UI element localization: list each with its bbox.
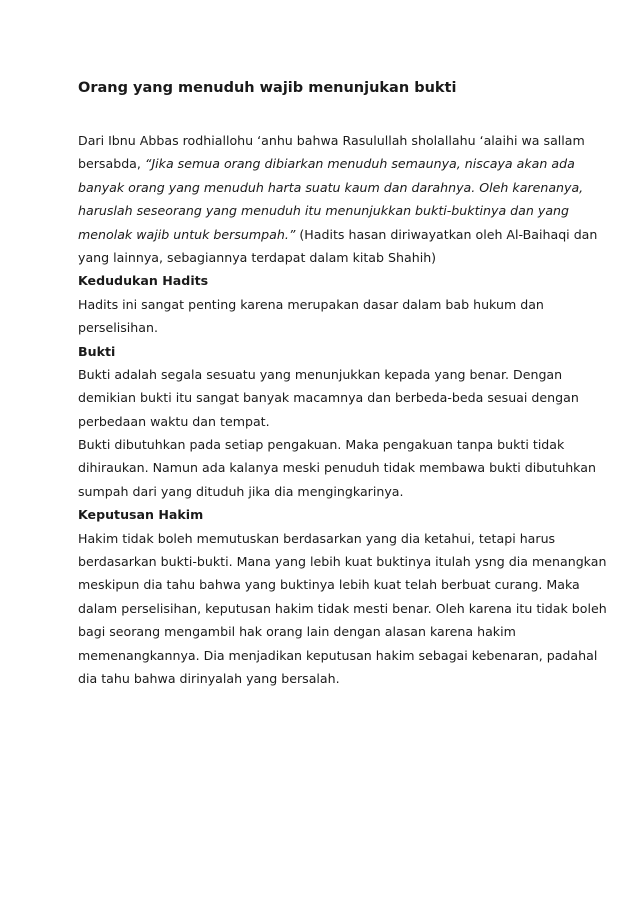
text-line: dia tahu bahwa dirinyalah yang bersalah. [78,670,340,686]
text-line: yang lainnya, sebagiannya terdapat dalam kitab Shahih) [78,249,437,265]
text-line: berdasarkan bukti-bukti. Mana yang lebih kuat buktinya itulah ysng dia menangkan [78,554,607,570]
intro-paragraph [78,129,598,269]
text-line: bagi seorang mengambil hak orang lain dengan alasan karena hakim [78,624,516,640]
section-heading: Kedudukan Hadits [78,273,209,289]
text-line: meskipun dia tahu bahwa yang buktinya lebih kuat telah berbuat curang. Maka [78,577,580,593]
text-line: demikian bukti itu sangat banyak macamnya dan berbeda-beda sesuai dengan [78,390,579,406]
text-line: Dari Ibnu Abbas rodhiallohu ‘anhu bahwa Rasulullah sholallahu ‘alaihi wa sallam [78,133,585,148]
text-line: Bukti adalah segala sesuatu yang menunjukkan kepada yang benar. Dengan [78,366,563,382]
text-line [78,223,598,246]
text-line: sumpah dari yang dituduh jika dia mengingkarinya. [78,483,404,499]
text-line: dihiraukan. Namun ada kalanya meski penuduh tidak membawa bukti dibutuhkan [78,460,596,476]
text-line: Hakim tidak boleh memutuskan berdasarkan yang dia ketahui, tetapi harus [78,530,556,546]
hadith-quote-line: banyak orang yang menuduh harta suatu kaum dan darahnya. Oleh karenanya, [78,179,584,195]
text-line: perbedaan waktu dan tempat. [78,413,270,429]
text-line: perselisihan. [78,320,158,336]
text-fragment: (Hadits hasan diriwayatkan oleh Al-Baihaqi dan [295,226,598,242]
hadith-quote-line: haruslah seseorang yang menuduh itu menunjukkan bukti-buktinya dan yang [78,203,570,219]
section-kedudukan [78,269,598,339]
text-line: dalam perselisihan, keputusan hakim tidak mesti benar. Oleh karena itu tidak boleh [78,600,607,616]
document-title: Orang yang menuduh wajib menunjukan bukti [78,80,457,96]
hadith-quote: menolak wajib untuk bersumpah.” [78,226,296,242]
document-body [78,129,607,690]
text-line [78,152,598,175]
text-line: Hadits ini sangat penting karena merupakan dasar dalam bab hukum dan [78,296,544,312]
text-line: Bukti dibutuhkan pada setiap pengakuan. Maka pengakuan tanpa bukti tidak [78,437,565,453]
section-heading: Keputusan Hakim [78,507,204,523]
section-heading: Bukti [78,343,116,359]
text-fragment: bersabda, [78,156,145,172]
hadith-quote: “Jika semua orang dibiarkan menuduh semaunya, niscaya akan ada [144,156,575,172]
section-keputusan-hakim [78,503,607,690]
section-bukti [78,340,598,504]
text-line: memenangkannya. Dia menjadikan keputusan hakim sebagai kebenaran, padahal [78,647,598,663]
